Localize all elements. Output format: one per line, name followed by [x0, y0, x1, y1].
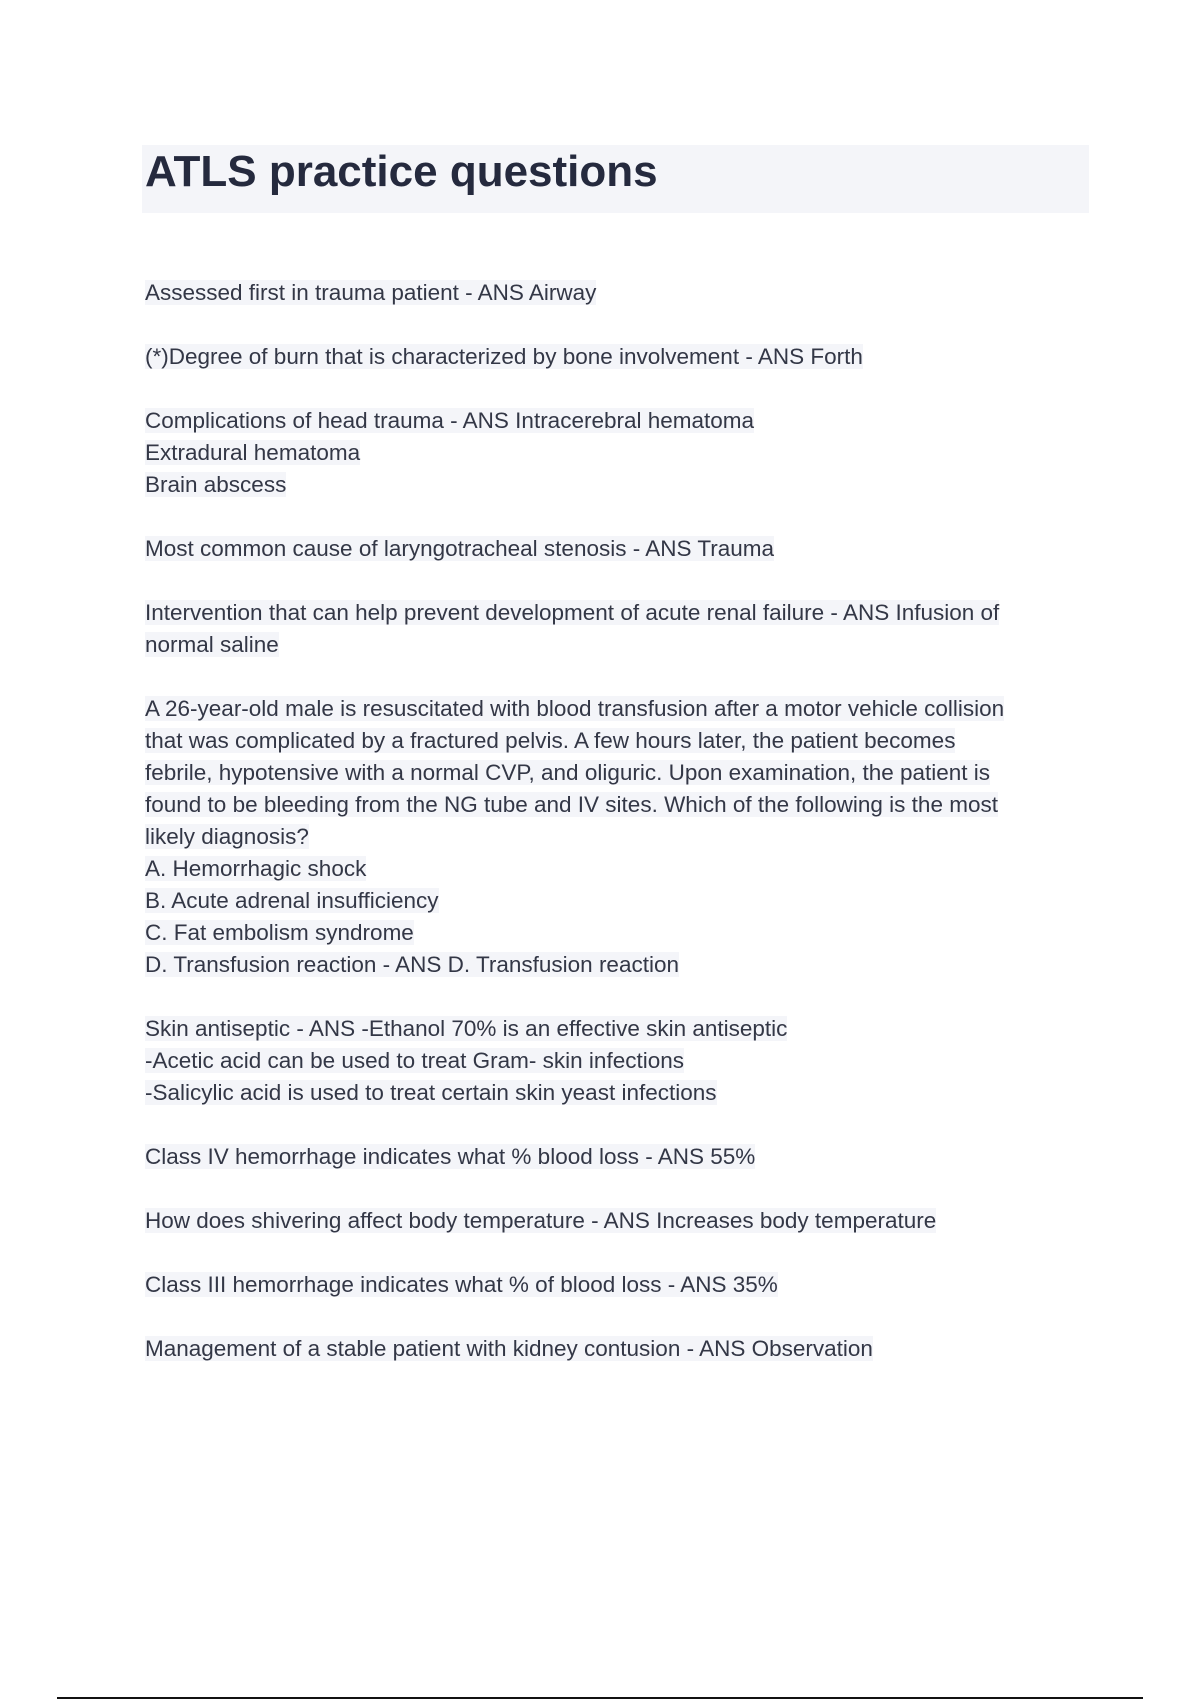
qa-line: (*)Degree of burn that is characterized by bone involvement - ANS Forth	[145, 344, 863, 369]
qa-line: How does shivering affect body temperature - ANS Increases body temperature	[145, 1208, 937, 1233]
qa-line: Most common cause of laryngotracheal stenosis - ANS Trauma	[145, 536, 775, 561]
qa-option: B. Acute adrenal insufficiency	[145, 888, 439, 913]
qa-item-8	[145, 1141, 1095, 1173]
qa-item-10	[145, 1269, 1095, 1301]
qa-option: D. Transfusion reaction - ANS D. Transfusion reaction	[145, 952, 679, 977]
qa-line: likely diagnosis?	[145, 824, 309, 849]
page-title: ATLS practice questions	[145, 147, 658, 196]
qa-line: Skin antiseptic - ANS -Ethanol 70% is an effective skin antiseptic	[145, 1016, 788, 1041]
qa-line: Brain abscess	[145, 472, 287, 497]
qa-item-5	[145, 597, 1095, 661]
qa-line: Class III hemorrhage indicates what % of blood loss - ANS 35%	[145, 1272, 778, 1297]
qa-item-3	[145, 405, 1095, 501]
qa-item-7	[145, 1013, 1095, 1109]
qa-item-4	[145, 533, 1095, 565]
qa-line: Class IV hemorrhage indicates what % blood loss - ANS 55%	[145, 1144, 756, 1169]
qa-item-1	[145, 277, 1095, 309]
qa-option: C. Fat embolism syndrome	[145, 920, 414, 945]
qa-line: Complications of head trauma - ANS Intracerebral hematoma	[145, 408, 755, 433]
qa-line: Extradural hematoma	[145, 440, 361, 465]
qa-line: Assessed first in trauma patient - ANS Airway	[145, 280, 597, 305]
qa-line: found to be bleeding from the NG tube and IV sites. Which of the following is the most	[145, 792, 998, 817]
qa-line: -Acetic acid can be used to treat Gram- skin infections	[145, 1048, 684, 1073]
qa-option: A. Hemorrhagic shock	[145, 856, 367, 881]
qa-line: -Salicylic acid is used to treat certain skin yeast infections	[145, 1080, 717, 1105]
qa-item-11	[145, 1333, 1095, 1365]
qa-line: A 26-year-old male is resuscitated with blood transfusion after a motor vehicle collision	[145, 696, 1005, 721]
qa-line: that was complicated by a fractured pelvis. A few hours later, the patient becomes	[145, 728, 956, 753]
qa-item-6	[145, 693, 1095, 981]
qa-line: normal saline	[145, 632, 279, 657]
qa-list	[145, 277, 1095, 1397]
bottom-rule	[57, 1697, 1143, 1699]
qa-line: febrile, hypotensive with a normal CVP, and oliguric. Upon examination, the patient is	[145, 760, 991, 785]
qa-line: Intervention that can help prevent development of acute renal failure - ANS Infusion of	[145, 600, 1000, 625]
qa-line: Management of a stable patient with kidney contusion - ANS Observation	[145, 1336, 873, 1361]
qa-item-9	[145, 1205, 1095, 1237]
qa-item-2	[145, 341, 1095, 373]
